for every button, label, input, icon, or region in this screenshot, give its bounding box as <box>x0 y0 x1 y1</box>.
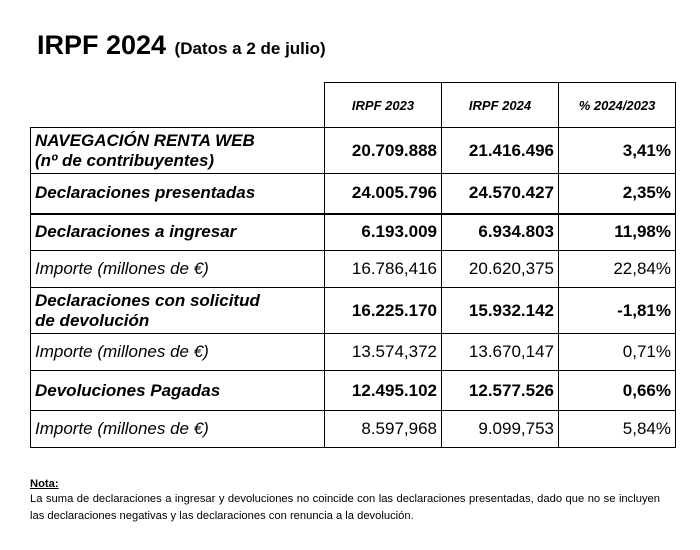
value-pct: 0,71% <box>559 334 676 371</box>
row-label-line1: Declaraciones con solicitud <box>35 290 260 310</box>
row-label: Devoluciones Pagadas <box>31 371 325 411</box>
table-row <box>31 334 676 371</box>
title-main: IRPF 2024 <box>37 30 167 60</box>
footnote-heading: Nota: <box>30 478 59 490</box>
value-pct: 5,84% <box>559 411 676 448</box>
value-2024: 13.670,147 <box>442 334 559 371</box>
table-row <box>31 411 676 448</box>
value-pct: -1,81% <box>559 288 676 334</box>
value-pct: 0,66% <box>559 371 676 411</box>
row-label-line1: NAVEGACIÓN RENTA WEB <box>35 130 255 150</box>
row-label <box>31 128 325 174</box>
row-label: Declaraciones presentadas <box>31 174 325 214</box>
table-header-row <box>31 83 676 128</box>
value-2024: 6.934.803 <box>442 214 559 251</box>
value-2023: 13.574,372 <box>325 334 442 371</box>
header-irpf-2023: IRPF 2023 <box>325 83 442 128</box>
table-row <box>31 288 676 334</box>
header-irpf-2024: IRPF 2024 <box>442 83 559 128</box>
table-row <box>31 371 676 411</box>
value-2024: 21.416.496 <box>442 128 559 174</box>
value-pct: 22,84% <box>559 251 676 288</box>
table-row <box>31 214 676 251</box>
value-2024: 24.570.427 <box>442 174 559 214</box>
table-row <box>31 174 676 214</box>
value-2023: 16.225.170 <box>325 288 442 334</box>
row-label-line2: (nº de contribuyentes) <box>35 150 215 170</box>
value-2023: 20.709.888 <box>325 128 442 174</box>
value-2023: 6.193.009 <box>325 214 442 251</box>
page-title <box>37 30 326 61</box>
value-pct: 3,41% <box>559 128 676 174</box>
row-label: Importe (millones de €) <box>31 251 325 288</box>
value-2023: 16.786,416 <box>325 251 442 288</box>
irpf-table <box>30 82 676 448</box>
table-row <box>31 251 676 288</box>
value-pct: 11,98% <box>559 214 676 251</box>
value-2024: 20.620,375 <box>442 251 559 288</box>
table-row <box>31 128 676 174</box>
value-2023: 8.597,968 <box>325 411 442 448</box>
value-pct: 2,35% <box>559 174 676 214</box>
value-2023: 12.495.102 <box>325 371 442 411</box>
value-2024: 9.099,753 <box>442 411 559 448</box>
row-label <box>31 288 325 334</box>
value-2024: 12.577.526 <box>442 371 559 411</box>
header-blank <box>31 83 325 128</box>
row-label: Importe (millones de €) <box>31 411 325 448</box>
footnote-text: La suma de declaraciones a ingresar y devoluciones no coincide con las declaraciones presentadas, dado que no se incluyen las declaraciones negativas y las declaraciones con renuncia a la devolución. <box>30 493 660 522</box>
value-2024: 15.932.142 <box>442 288 559 334</box>
row-label-line2: de devolución <box>35 310 150 330</box>
row-label: Declaraciones a ingresar <box>31 214 325 251</box>
footnote <box>30 477 660 525</box>
title-subtitle: (Datos a 2 de julio) <box>174 39 326 58</box>
value-2023: 24.005.796 <box>325 174 442 214</box>
header-pct-change: % 2024/2023 <box>559 83 676 128</box>
row-label: Importe (millones de €) <box>31 334 325 371</box>
